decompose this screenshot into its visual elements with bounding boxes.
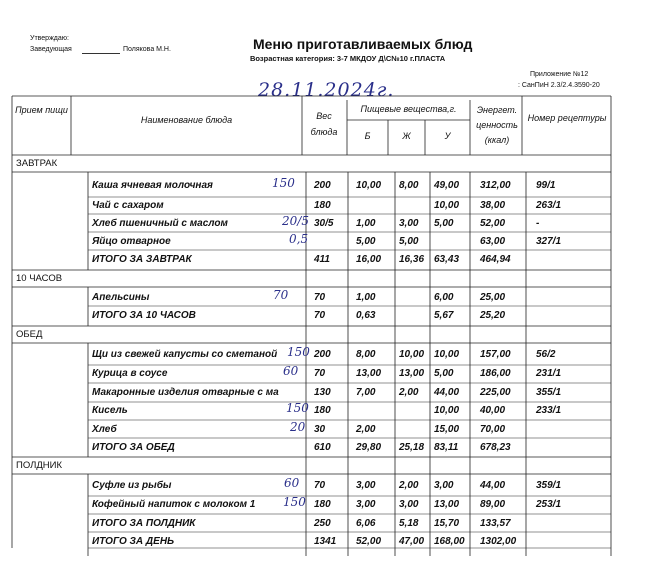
manager-name: Полякова М.Н.: [123, 46, 171, 53]
cell-kcal: 40,00: [480, 405, 506, 416]
cell-u: 10,00: [434, 200, 460, 211]
cell-recipe: 231/1: [536, 368, 562, 379]
cell-dish: Чай с сахаром: [92, 200, 164, 211]
total-u: 83,11: [434, 442, 459, 453]
cell-weight: 180: [314, 200, 331, 211]
total-label: ИТОГО ЗА ПОЛДНИК: [92, 518, 196, 529]
total-b: 0,63: [356, 310, 376, 321]
section-heading: ОБЕД: [16, 329, 43, 340]
total-label: ИТОГО ЗА ЗАВТРАК: [92, 254, 192, 265]
handwritten-note: 0,5: [289, 232, 309, 246]
total-kcal: 133,57: [480, 518, 511, 529]
cell-kcal: 157,00: [480, 349, 511, 360]
cell-zh: 3,00: [399, 499, 419, 510]
cell-recipe: 355/1: [536, 387, 562, 398]
cell-b: 13,00: [356, 368, 382, 379]
total-b: 16,00: [356, 254, 382, 265]
cell-kcal: 225,00: [480, 387, 511, 398]
handwritten-note: 60: [283, 364, 299, 378]
total-weight: 610: [314, 442, 331, 453]
handwritten-note: 20/5: [282, 214, 309, 228]
total-zh: 25,18: [399, 442, 425, 453]
cell-zh: 3,00: [399, 218, 419, 229]
total-weight: 411: [314, 254, 330, 265]
appendix-label: Приложение №12: [530, 71, 589, 78]
cell-kcal: 38,00: [480, 200, 506, 211]
header-recipe: Номер рецептуры: [527, 113, 607, 123]
cell-dish: Суфле из рыбы: [92, 480, 172, 491]
total-kcal: 678,23: [480, 442, 511, 453]
handwritten-note: 20: [290, 420, 306, 434]
cell-b: 1,00: [356, 218, 376, 229]
cell-kcal: 52,00: [480, 218, 506, 229]
cell-weight: 30/5: [314, 218, 334, 229]
cell-b: 5,00: [356, 236, 376, 247]
cell-u: 10,00: [434, 405, 460, 416]
total-kcal: 464,94: [480, 254, 511, 265]
cell-zh: 10,00: [399, 349, 425, 360]
cell-recipe: 359/1: [536, 480, 562, 491]
cell-dish: Апельсины: [92, 292, 150, 303]
header-b: Б: [364, 131, 371, 141]
handwritten-note: 150: [283, 495, 306, 509]
page-title: Меню приготавливаемых блюд: [253, 36, 473, 52]
total-b: 29,80: [356, 442, 382, 453]
cell-kcal: 89,00: [480, 499, 506, 510]
cell-u: 13,00: [434, 499, 460, 510]
day-total-zh: 47,00: [399, 536, 425, 547]
section-heading: 10 ЧАСОВ: [16, 273, 63, 284]
cell-dish: Хлеб пшеничный с маслом: [92, 218, 228, 229]
total-label: ИТОГО ЗА ОБЕД: [92, 442, 175, 453]
cell-b: 7,00: [356, 387, 376, 398]
total-kcal: 25,20: [480, 310, 506, 321]
cell-weight: 200: [314, 349, 331, 360]
cell-dish: Яйцо отварное: [92, 236, 171, 247]
cell-dish: Кисель: [92, 405, 128, 416]
cell-u: 3,00: [434, 480, 454, 491]
header-zh: Ж: [402, 131, 411, 141]
cell-weight: 200: [314, 180, 331, 191]
cell-zh: 13,00: [399, 368, 425, 379]
cell-kcal: 70,00: [480, 424, 506, 435]
cell-u: 10,00: [434, 349, 460, 360]
cell-weight: 130: [314, 387, 331, 398]
cell-u: 15,00: [434, 424, 460, 435]
header-meal: Прием пищи: [15, 105, 68, 115]
cell-b: 10,00: [356, 180, 382, 191]
page-subtitle: Возрастная категория: 3-7 МКДОУ Д\С№10 г.ПЛАСТА: [250, 54, 446, 63]
cell-u: 6,00: [434, 292, 454, 303]
cell-recipe: 253/1: [536, 499, 562, 510]
header-weight: Вес блюда: [310, 111, 338, 137]
cell-dish: Хлеб: [92, 424, 117, 435]
cell-b: 2,00: [356, 424, 376, 435]
cell-b: 3,00: [356, 499, 376, 510]
cell-kcal: 63,00: [480, 236, 506, 247]
handwritten-note: 150: [286, 401, 309, 415]
cell-kcal: 312,00: [480, 180, 511, 191]
header-u: У: [444, 131, 451, 141]
cell-u: 49,00: [434, 180, 460, 191]
cell-zh: 8,00: [399, 180, 419, 191]
header-nutrients: Пищевые вещества,г.: [360, 104, 457, 114]
cell-dish: Макаронные изделия отварные с ма: [92, 387, 279, 398]
header-energy: Энергет. ценность (ккал): [476, 105, 518, 145]
cell-recipe: 327/1: [536, 236, 562, 247]
manager-label: Заведующая: [30, 46, 72, 53]
handwritten-note: 70: [273, 288, 289, 302]
cell-u: 5,00: [434, 218, 454, 229]
cell-b: 8,00: [356, 349, 376, 360]
total-weight: 250: [314, 518, 331, 529]
cell-recipe: -: [536, 218, 540, 229]
handwritten-note: 60: [284, 476, 300, 490]
cell-zh: 2,00: [399, 387, 419, 398]
total-zh: 16,36: [399, 254, 425, 265]
cell-dish: Кофейный напиток с молоком 1: [92, 499, 256, 510]
cell-weight: 30: [314, 424, 326, 435]
total-zh: 5,18: [399, 518, 419, 529]
handwritten-date: 28.11.2024г.: [258, 79, 395, 101]
cell-weight: 180: [314, 405, 331, 416]
header-dish: Наименование блюда: [140, 115, 233, 125]
cell-recipe: 233/1: [536, 405, 562, 416]
total-label: ИТОГО ЗА 10 ЧАСОВ: [92, 310, 196, 321]
cell-u: 5,00: [434, 368, 454, 379]
cell-weight: 70: [314, 292, 326, 303]
section-heading: ПОЛДНИК: [16, 460, 63, 471]
cell-weight: 180: [314, 499, 331, 510]
cell-kcal: 44,00: [480, 480, 506, 491]
day-total-weight: 1341: [314, 536, 337, 547]
cell-b: 3,00: [356, 480, 376, 491]
cell-zh: 2,00: [399, 480, 419, 491]
total-u: 63,43: [434, 254, 460, 265]
cell-recipe: 99/1: [536, 180, 556, 191]
cell-weight: 70: [314, 368, 326, 379]
cell-b: 1,00: [356, 292, 376, 303]
total-weight: 70: [314, 310, 326, 321]
cell-kcal: 186,00: [480, 368, 511, 379]
total-u: 5,67: [434, 310, 454, 321]
sanpin-label: : СанПиН 2.3/2.4.3590-20: [518, 82, 600, 89]
total-u: 15,70: [434, 518, 460, 529]
day-total-label: ИТОГО ЗА ДЕНЬ: [92, 536, 175, 547]
day-total-u: 168,00: [434, 536, 465, 547]
handwritten-note: 150: [287, 345, 310, 359]
section-heading: ЗАВТРАК: [16, 158, 58, 169]
cell-weight: 70: [314, 480, 326, 491]
cell-dish: Щи из свежей капусты со сметаной: [92, 349, 278, 360]
cell-zh: 5,00: [399, 236, 419, 247]
day-total-kcal: 1302,00: [480, 536, 517, 547]
cell-recipe: 263/1: [536, 200, 562, 211]
cell-dish: Курица в соусе: [92, 368, 168, 379]
approve-label: Утверждаю:: [30, 35, 69, 42]
cell-u: 44,00: [434, 387, 460, 398]
cell-dish: Каша ячневая молочная: [92, 180, 213, 191]
day-total-b: 52,00: [356, 536, 382, 547]
handwritten-note: 150: [272, 176, 295, 190]
total-b: 6,06: [356, 518, 376, 529]
cell-kcal: 25,00: [480, 292, 506, 303]
cell-recipe: 56/2: [536, 349, 556, 360]
